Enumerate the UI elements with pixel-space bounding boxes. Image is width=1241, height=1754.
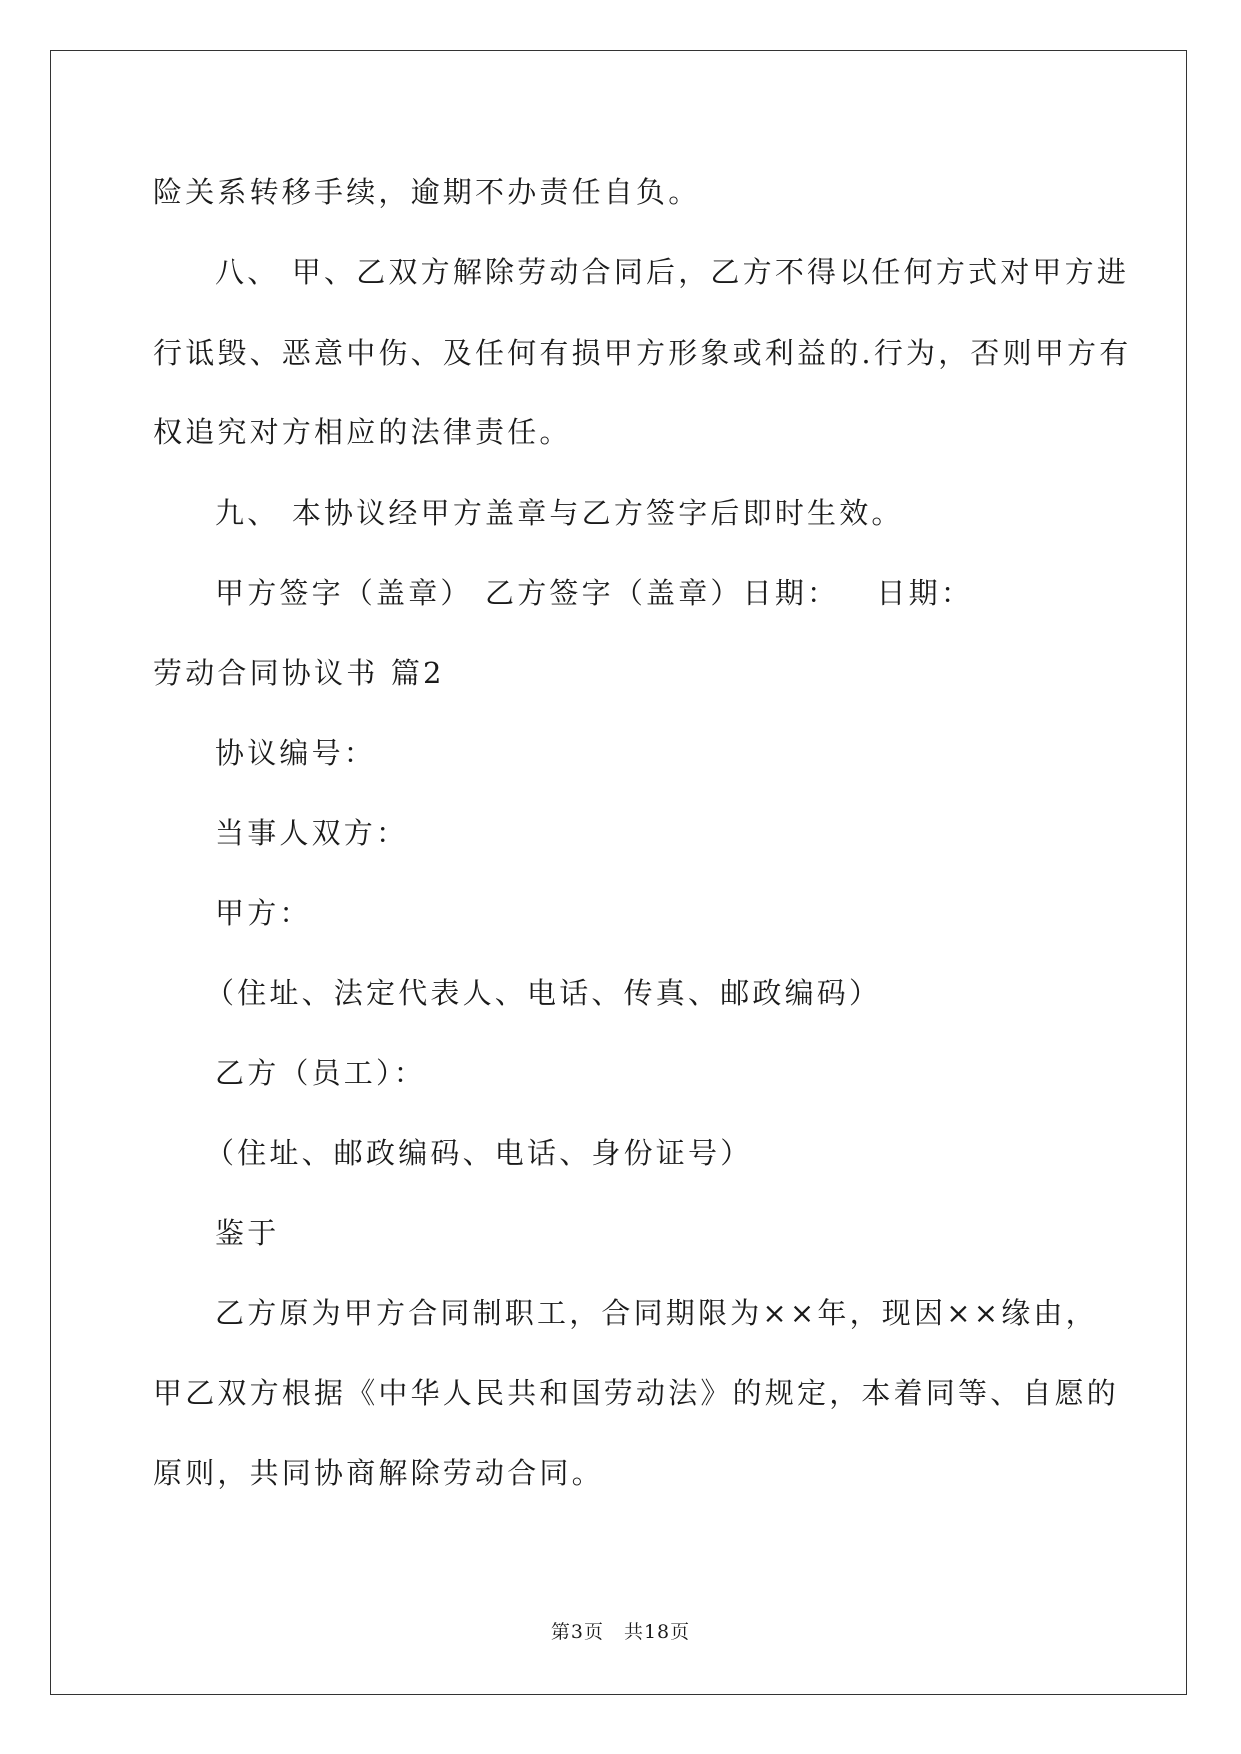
recital-line-1: 乙方原为甲方合同制职工，合同期限为××年，现因××缘由， <box>215 1296 1098 1330</box>
clause-eight-line-1: 八、 甲、乙双方解除劳动合同后，乙方不得以任何方式对甲方进 <box>215 255 1130 289</box>
party-a-label: 甲方： <box>215 896 312 930</box>
party-b-label: 乙方（员工）： <box>215 1056 426 1090</box>
signature-line: 甲方签字（盖章） 乙方签字（盖章）日期： 日期： <box>215 576 974 610</box>
agreement-number-label: 协议编号： <box>215 736 377 770</box>
text-line-insurance-transfer: 险关系转移手续，逾期不办责任自负。 <box>153 175 701 209</box>
clause-eight-line-3: 权追究对方相应的法律责任。 <box>153 415 572 449</box>
whereas-label: 鉴于 <box>215 1216 280 1250</box>
party-b-details: （住址、邮政编码、电话、身份证号） <box>205 1136 753 1170</box>
section-title: 劳动合同协议书 篇2 <box>153 656 445 690</box>
page-number-footer: 第3页 共18页 <box>550 1621 691 1643</box>
recital-line-3: 原则，共同协商解除劳动合同。 <box>153 1456 604 1490</box>
page-border <box>50 50 1187 1695</box>
party-a-details: （住址、法定代表人、电话、传真、邮政编码） <box>205 976 882 1010</box>
recital-line-2: 甲乙双方根据《中华人民共和国劳动法》的规定，本着同等、自愿的 <box>153 1376 1120 1410</box>
clause-eight-line-2: 行诋毁、恶意中伤、及任何有损甲方形象或利益的.行为，否则甲方有 <box>153 336 1132 370</box>
parties-label: 当事人双方： <box>215 816 409 850</box>
clause-nine: 九、 本协议经甲方盖章与乙方签字后即时生效。 <box>215 496 904 530</box>
